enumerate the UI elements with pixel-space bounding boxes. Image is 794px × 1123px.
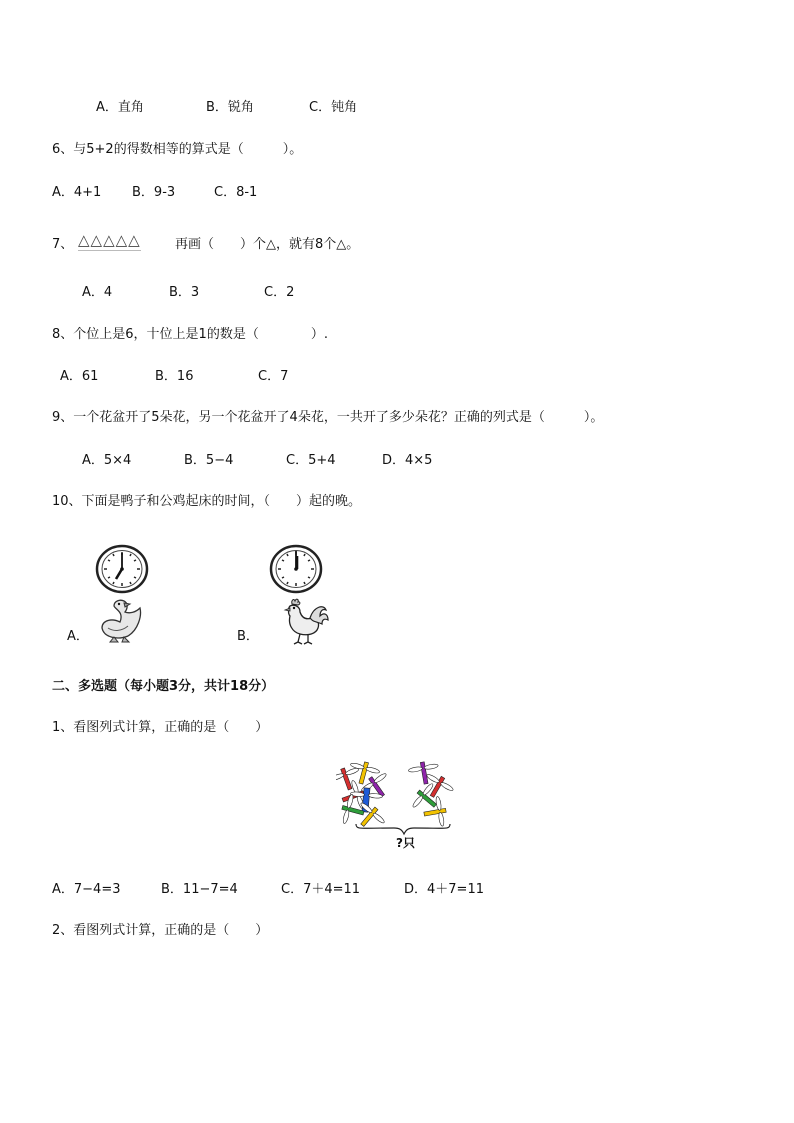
m2-stem: 2、看图列式计算，正确的是（ ） [52, 923, 269, 938]
q8-option-c: C．7 [258, 369, 289, 384]
m1-option-a: A．7−4=3 [52, 882, 121, 897]
dragonfly-group-right [407, 760, 455, 829]
q7-prefix: 7、 [52, 237, 74, 252]
clock-seven-icon [94, 543, 150, 595]
m1-option-b: B．11−7=4 [161, 882, 238, 897]
q7-option-b: B．3 [169, 285, 200, 300]
q8-option-a: A．61 [60, 369, 99, 384]
q7-option-c: C．2 [264, 285, 295, 300]
q7-option-a: A．4 [82, 285, 113, 300]
q7-stem: 再画（ ）个△，就有8个△。 [175, 237, 360, 252]
q6-option-c: C．8-1 [214, 185, 258, 200]
m1-option-c: C．7＋4=11 [281, 882, 361, 897]
q10-option-a: A． [67, 629, 89, 644]
q9-option-d: D．4×5 [382, 453, 433, 468]
q8-option-b: B．16 [155, 369, 194, 384]
m1-stem: 1、看图列式计算，正确的是（ ） [52, 720, 269, 735]
q9-option-a: A．5×4 [82, 453, 132, 468]
q5-option-c: C．钝角 [309, 100, 358, 115]
m1-option-d: D．4＋7=11 [404, 882, 484, 897]
q6-option-a: A．4+1 [52, 185, 102, 200]
q5-option-b: B．锐角 [206, 100, 254, 115]
q10-option-b: B． [237, 629, 259, 644]
duck-icon [94, 598, 146, 644]
q6-option-b: B．9-3 [132, 185, 176, 200]
q7-triangles: △△△△△ [78, 231, 141, 249]
q6-stem: 6、与5+2的得数相等的算式是（ ）。 [52, 142, 303, 157]
q5-option-a: A．直角 [96, 100, 144, 115]
q9-option-b: B．5−4 [184, 453, 234, 468]
clock-twelve-icon [268, 543, 324, 595]
brace-label: ?只 [396, 836, 415, 850]
q10-stem: 10、下面是鸭子和公鸡起床的时间，（ ）起的晚。 [52, 494, 362, 509]
dragonfly-group-left [336, 760, 395, 835]
rooster-icon [280, 596, 330, 646]
section-2-title: 二、多选题（每小题3分，共计18分） [52, 679, 275, 694]
q9-stem: 9、一个花盆开了5朵花，另一个花盆开了4朵花，一共开了多少朵花？正确的列式是（ ）。 [52, 410, 604, 425]
q9-option-c: C．5+4 [286, 453, 336, 468]
q8-stem: 8、个位上是6，十位上是1的数是（ ）. [52, 327, 328, 342]
